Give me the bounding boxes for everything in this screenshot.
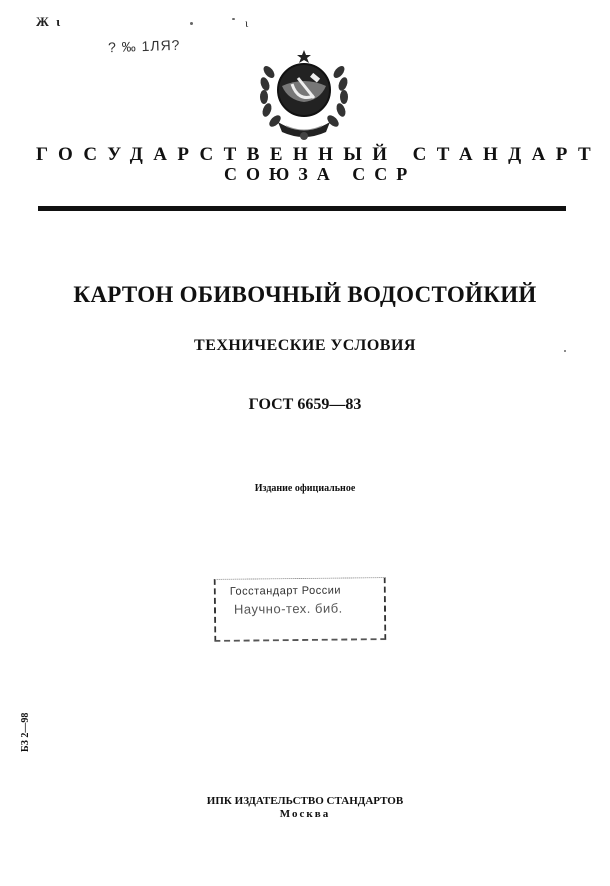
library-stamp-line1: Госстандарт России <box>229 584 342 598</box>
corner-mark: ι <box>245 16 249 30</box>
scan-speck <box>232 18 235 20</box>
library-stamp <box>214 577 387 642</box>
side-code: БЗ 2—98 <box>20 712 31 752</box>
issuing-body-heading: ГОСУДАРСТВЕННЫЙ СТАНДАРТ <box>36 144 602 165</box>
publisher-name: ИПК ИЗДАТЕЛЬСТВО СТАНДАРТОВ <box>206 795 404 807</box>
issuing-body-subheading: СОЮЗА ССР <box>224 164 417 184</box>
corner-handwritten-mark: Ж ι <box>36 14 63 29</box>
document-title: КАРТОН ОБИВОЧНЫЙ ВОДОСТОЙКИЙ <box>73 282 537 307</box>
header-divider <box>38 206 566 211</box>
document-subtitle: ТЕХНИЧЕСКИЕ УСЛОВИЯ <box>194 337 416 354</box>
publisher-city: Москва <box>279 808 331 820</box>
scan-speck <box>190 22 193 25</box>
ussr-coat-of-arms-icon <box>256 42 352 142</box>
library-stamp-line2: Научно-тех. биб. <box>233 600 343 617</box>
gost-number: ГОСТ 6659—83 <box>248 396 362 413</box>
top-stamp-text: ? ‰ 1ЛЯ? <box>107 36 181 56</box>
edition-note: Издание официальное <box>254 483 356 494</box>
